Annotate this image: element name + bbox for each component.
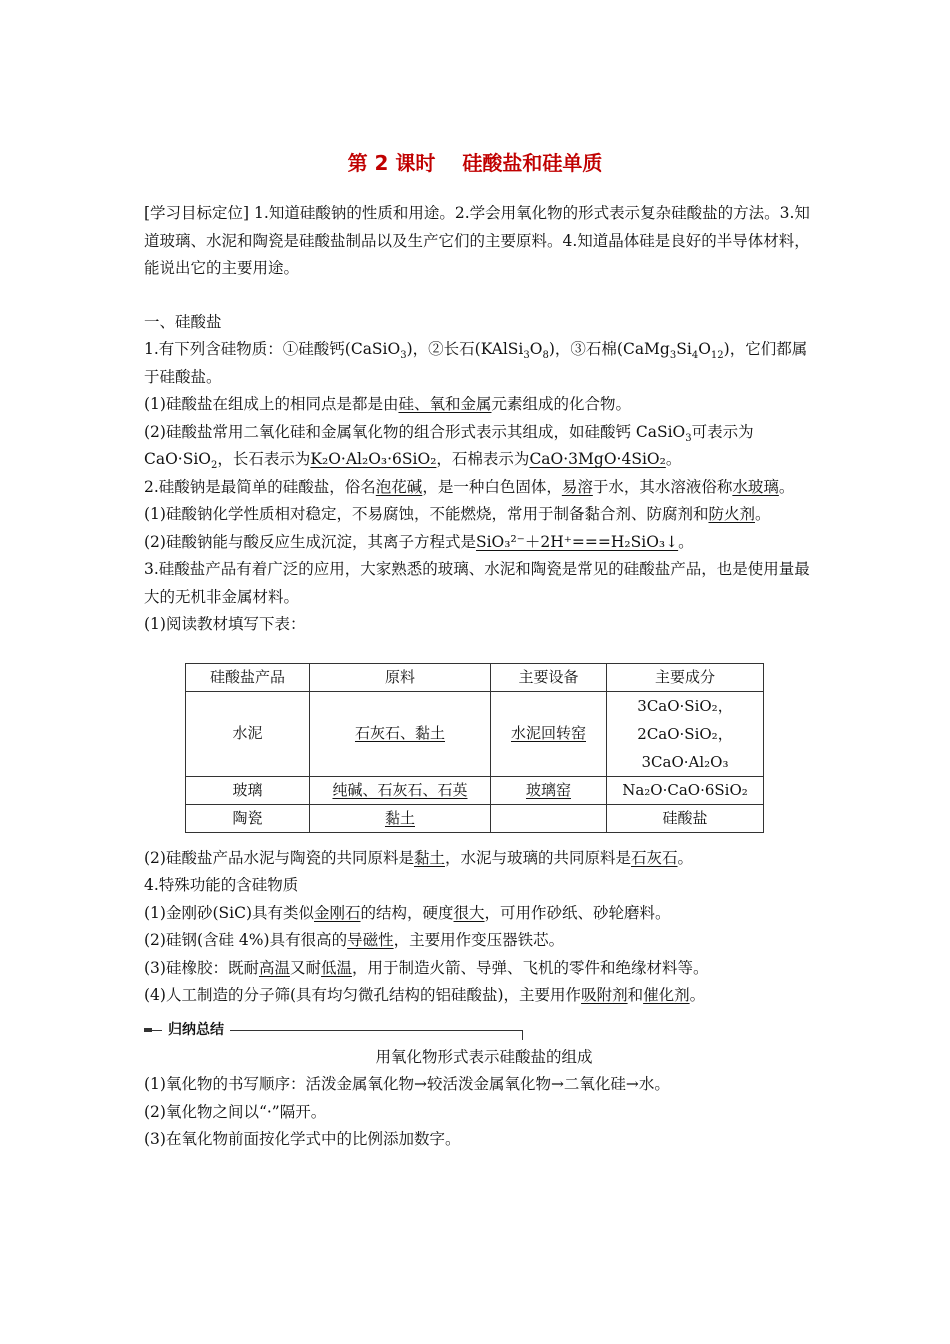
paragraph: 1.有下列含硅物质：①硅酸钙(CaSiO$_3$)，②长石$(KAlSi_3O_8)$，③石棉$(CaMg_3Si_4O_{12})$，它们都属于硅酸盐。	[144, 340, 808, 386]
paragraph: 3.硅酸盐产品有着广泛的应用，大家熟悉的玻璃、水泥和陶瓷是常见的硅酸盐产品，也是使用量最大的无机非金属材料。	[144, 560, 810, 606]
paragraph: (2)硅酸盐产品水泥与陶瓷的共同原料是黏土，水泥与玻璃的共同原料是石灰石。	[144, 848, 694, 867]
paragraph: (2)硅钢(含硅 4%)具有很高的导磁性，主要用作变压器铁芯。	[144, 931, 565, 949]
table-row: 陶瓷 黏土 硅酸盐	[186, 804, 764, 832]
paragraph: (2)硅酸盐常用二氧化硅和金属氧化物的组合形式表示其组成，如硅酸钙 CaSiO$_3$可表示为 CaO·SiO$_2$，长石表示为K₂O·Al₂O₃·6SiO₂，石棉表示为CaO·3MgO·4SiO₂。	[144, 422, 754, 472]
paragraph: (1)金刚砂(SiC)具有类似金刚石的结构，硬度很大，可用作砂纸、砂轮磨料。	[144, 903, 671, 922]
banner-dot-icon	[144, 1028, 152, 1032]
paragraph: (2)硅酸钠能与酸反应生成沉淀，其离子方程式是SiO₃²⁻＋2H⁺===H₂SiO₃↓。	[144, 532, 694, 551]
lesson-topic: 硅酸盐和硅单质	[462, 151, 603, 175]
section-heading: 一、硅酸盐	[144, 312, 222, 331]
paragraph: 4.特殊功能的含硅物质	[144, 876, 299, 894]
paragraph: (1)阅读教材填写下表：	[144, 615, 306, 633]
table-row: 玻璃 纯碱、石灰石、石英 玻璃窑 Na₂O·CaO·6SiO₂	[186, 776, 764, 804]
table-header-row: 硅酸盐产品 原料 主要设备 主要成分	[186, 663, 764, 691]
silicate-products-table	[185, 663, 764, 833]
summary-banner	[144, 1018, 814, 1044]
lesson-number: 第 2 课时	[347, 151, 436, 175]
summary-subtitle: 用氧化物形式表示硅酸盐的组成	[375, 1047, 593, 1066]
page-title	[0, 147, 950, 176]
paragraph: (1)硅酸盐在组成上的相同点是都是由硅、氧和金属元素组成的化合物。	[144, 395, 631, 413]
paragraph: (3)硅橡胶：既耐高温又耐低温，用于制造火箭、导弹、飞机的零件和绝缘材料等。	[144, 958, 709, 977]
paragraph: (1)硅酸钠化学性质相对稳定，不易腐蚀，不能燃烧，常用于制备黏合剂、防腐剂和防火剂。	[144, 505, 771, 523]
document-body	[144, 200, 814, 1154]
summary-item: (2)氧化物之间以“·”隔开。	[144, 1102, 327, 1121]
table-row: 水泥 石灰石、黏土 水泥回转窑 3CaO·SiO₂，2CaO·SiO₂，3CaO·Al₂O₃	[186, 691, 764, 776]
summary-item: (3)在氧化物前面按化学式中的比例添加数字。	[144, 1130, 461, 1148]
summary-tag: 归纳总结	[162, 1018, 230, 1042]
paragraph: 2.硅酸钠是最简单的硅酸盐，俗名泡花碱，是一种白色固体，易溶于水，其水溶液俗称水玻璃。	[144, 477, 795, 496]
summary-item: (1)氧化物的书写顺序：活泼金属氧化物→较活泼金属氧化物→二氧化硅→水。	[144, 1075, 670, 1093]
learning-goals: [学习目标定位] 1.知道硅酸钠的性质和用途。2.学会用氧化物的形式表示复杂硅酸盐的方法。3.知道玻璃、水泥和陶瓷是硅酸盐制品以及生产它们的主要原料。4.知道晶体硅是良好的半导体材料，能说出它的主要用途。	[144, 204, 810, 277]
paragraph: (4)人工制造的分子筛(具有均匀微孔结构的铝硅酸盐)，主要用作吸附剂和催化剂。	[144, 986, 706, 1004]
